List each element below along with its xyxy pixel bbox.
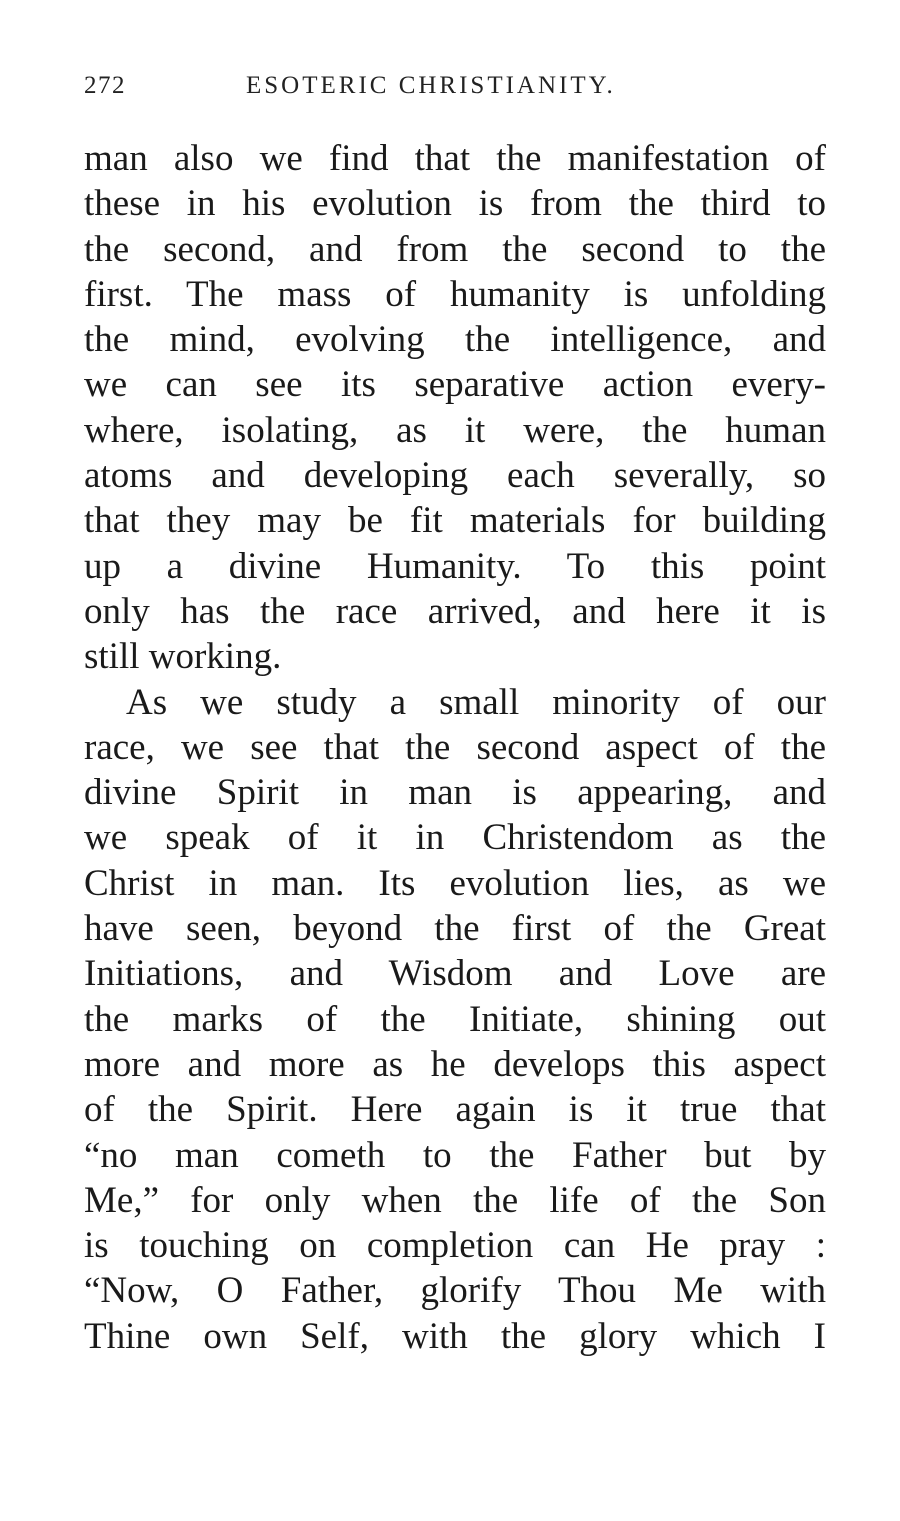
paragraph-start-line: As we study a small minority of our bbox=[126, 681, 826, 723]
text-line: more and more as he develops this aspect bbox=[84, 1043, 826, 1085]
text-line: divine Spirit in man is appearing, and bbox=[84, 772, 826, 814]
text-line: is touching on completion can He pray : bbox=[84, 1225, 826, 1267]
text-line: “Now, O Father, glorify Thou Me with bbox=[84, 1270, 826, 1312]
running-head: ESOTERIC CHRISTIANITY. bbox=[246, 72, 616, 99]
page-number: 272 bbox=[84, 72, 126, 99]
text-line: first. The mass of humanity is unfolding bbox=[84, 273, 826, 315]
text-line: the mind, evolving the intelligence, and bbox=[84, 319, 826, 361]
text-line: Thine own Self, with the glory which I bbox=[84, 1315, 826, 1357]
text-line: Initiations, and Wisdom and Love are bbox=[84, 953, 826, 995]
text-line: the second, and from the second to the bbox=[84, 228, 826, 270]
text-line: Christ in man. Its evolution lies, as we bbox=[84, 862, 826, 904]
text-line: race, we see that the second aspect of the bbox=[84, 726, 826, 768]
body-text bbox=[84, 136, 826, 1359]
text-line: man also we find that the manifestation of bbox=[84, 138, 826, 179]
text-line: of the Spirit. Here again is it true that bbox=[84, 1089, 826, 1131]
text-line: that they may be fit materials for building bbox=[84, 500, 826, 542]
text-line: have seen, beyond the first of the Great bbox=[84, 908, 826, 950]
page-header bbox=[84, 72, 824, 112]
text-line: up a divine Humanity. To this point bbox=[84, 545, 826, 587]
text-line: where, isolating, as it were, the human bbox=[84, 409, 826, 451]
text-line: only has the race arrived, and here it is bbox=[84, 590, 826, 632]
text-line: these in his evolution is from the third to bbox=[84, 183, 826, 225]
text-line: “no man cometh to the Father but by bbox=[84, 1134, 826, 1176]
text-line: we speak of it in Christendom as the bbox=[84, 817, 826, 859]
text-line: Me,” for only when the life of the Son bbox=[84, 1179, 826, 1221]
paragraph-end-line: still working. bbox=[84, 636, 282, 678]
text-line: we can see its separative action every- bbox=[84, 364, 826, 406]
text-line: the marks of the Initiate, shining out bbox=[84, 998, 826, 1040]
text-line: atoms and developing each severally, so bbox=[84, 455, 826, 497]
